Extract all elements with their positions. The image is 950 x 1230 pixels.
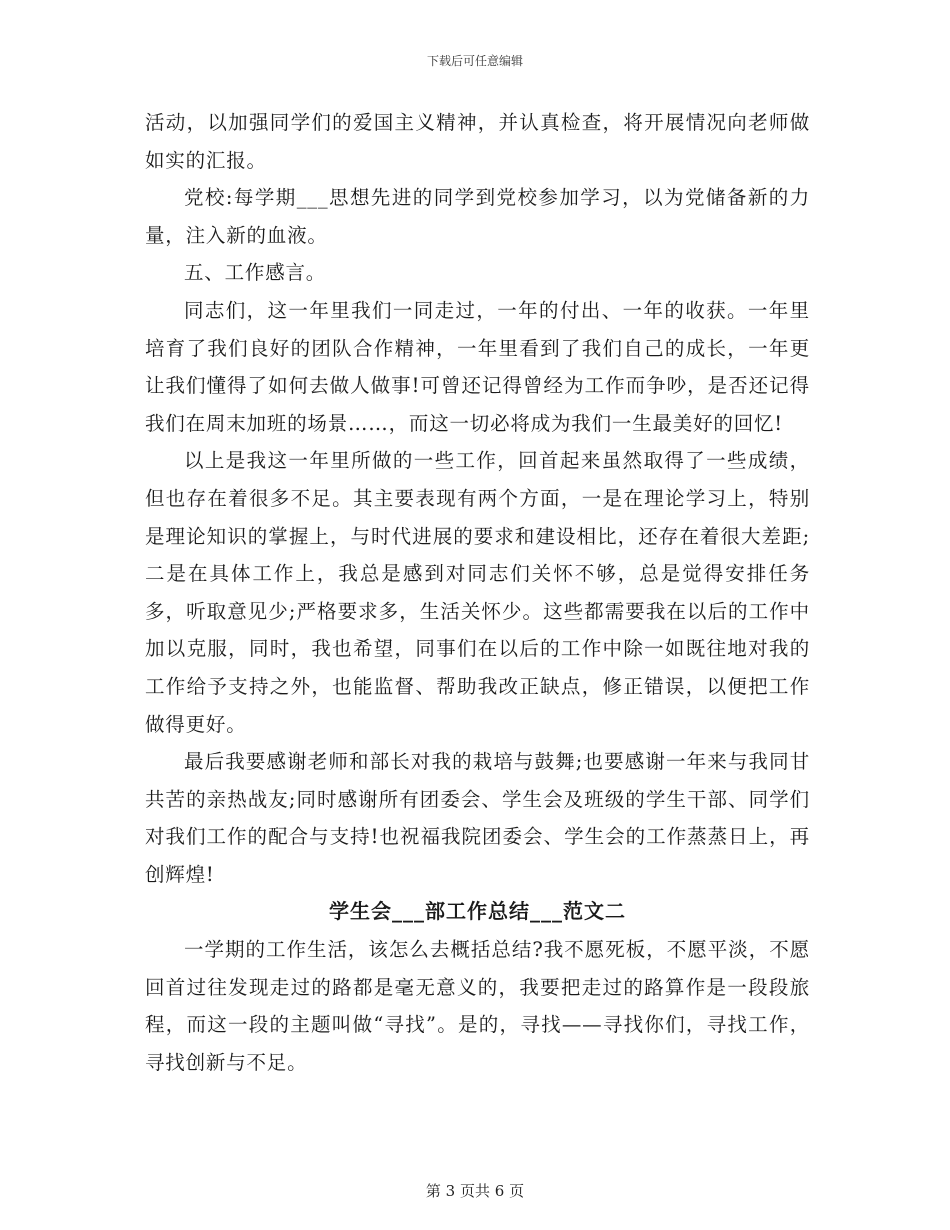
page-number: 第 3 页共 6 页 (425, 1182, 525, 1200)
paragraph-semester-summary: 一学期的工作生活，该怎么去概括总结?我不愿死板，不愿平淡，不愿回首过往发现走过的路都是毫无意义的，我要把走过的路算作是一段段旅程，而这一段的主题叫做“寻找”。是的，寻找——寻找你们，寻找工作，寻找创新与不足。 (145, 938, 810, 1074)
paragraph-continuation: 活动，以加强同学们的爱国主义精神，并认真检查，将开展情况向老师做如实的汇报。 (145, 111, 810, 172)
paragraph-comrades: 同志们，这一年里我们一同走过，一年的付出、一年的收获。一年里培育了我们良好的团队合作精神，一年里看到了我们自己的成长，一年更让我们懂得了如何去做人做事!可曾还记得曾经为工作而争吵，是否还记得我们在周末加班的场景……，而这一切必将成为我们一生最美好的回忆! (145, 298, 810, 435)
section-title: 学生会___部工作总结___范文二 (329, 899, 626, 924)
heading-work-reflections: 五、工作感言。 (184, 261, 327, 285)
page-header-note: 下载后可任意编辑 (426, 54, 523, 68)
paragraph-party-school: 党校:每学期___思想先进的同学到党校参加学习，以为党储备新的力量，注入新的血液。 (145, 186, 810, 247)
paragraph-shortcomings: 以上是我这一年里所做的一些工作，回首起来虽然取得了一些成绩，但也存在着很多不足。其主要表现有两个方面，一是在理论学习上，特别是理论知识的掌握上，与时代进展的要求和建设相比，还存在着很大差距;二是在具体工作上，我总是感到对同志们关怀不够，总是觉得安排任务多，听取意见少;严格要求多，生活关怀少。这些都需要我在以后的工作中加以克服，同时，我也希望，同事们在以后的工作中除一如既往地对我的工作给予支持之外，也能监督、帮助我改正缺点，修正错误，以便把工作做得更好。 (145, 449, 810, 736)
document-body (145, 104, 810, 1081)
paragraph-thanks: 最后我要感谢老师和部长对我的栽培与鼓舞;也要感谢一年来与我同甘共苦的亲热战友;同时感谢所有团委会、学生会及班级的学生干部、同学们对我们工作的配合与支持!也祝福我院团委会、学生会的工作蒸蒸日上，再创辉煌! (145, 750, 810, 886)
